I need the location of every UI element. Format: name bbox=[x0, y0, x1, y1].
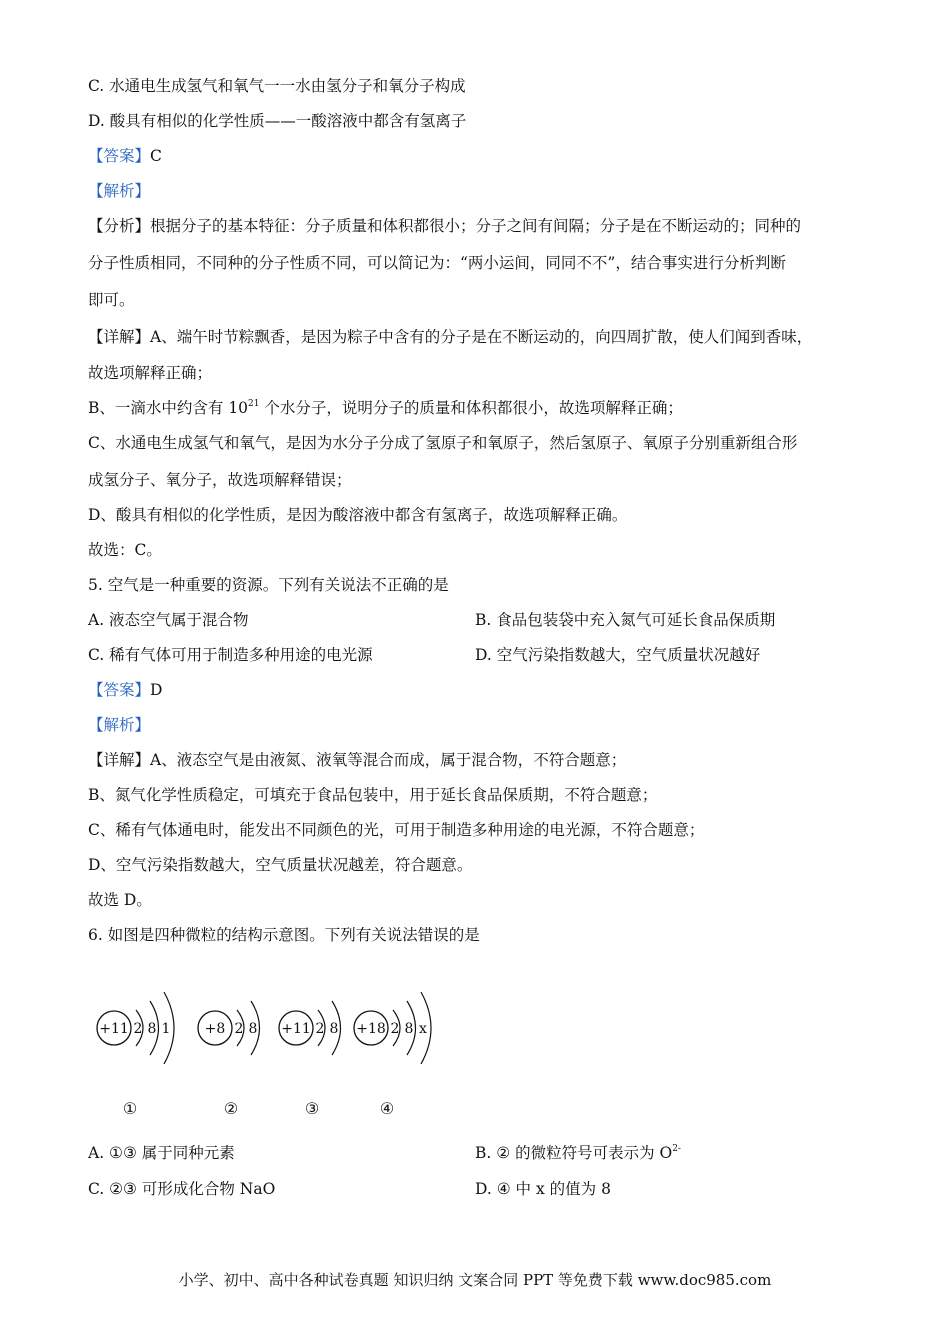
particle-label: ④ bbox=[379, 1099, 395, 1118]
q6-option-b bbox=[475, 1142, 681, 1164]
answer2-tag: 【答案】 bbox=[88, 681, 151, 699]
question-5: 5. 空气是一种重要的资源。下列有关说法不正确的是 bbox=[88, 576, 449, 594]
particle-4 bbox=[354, 992, 431, 1118]
xiangjie-line-b bbox=[88, 397, 683, 419]
particle-1 bbox=[97, 992, 174, 1118]
x2-line-c: C、稀有气体通电时，能发出不同颜色的光，可用于制造多种用途的电光源，不符合题意； bbox=[88, 821, 705, 839]
xiangjie-line-d: D、酸具有相似的化学性质，是因为酸溶液中都含有氢离子，故选项解释正确。 bbox=[88, 506, 628, 524]
electron-count: 1 bbox=[161, 1021, 171, 1037]
electron-count: 8 bbox=[404, 1021, 414, 1037]
nucleus-charge: +8 bbox=[204, 1021, 226, 1037]
fenxi-line-2: 分子性质相同，不同种的分子性质不同，可以简记为：“两小运间，同同不不”，结合事实进行分析判断 bbox=[88, 254, 786, 272]
fenxi-line-1 bbox=[88, 215, 801, 237]
fenxi-text-1: 根据分子的基本特征：分子质量和体积都很小；分子之间有间隔；分子是在不断运动的；同种的 bbox=[150, 217, 802, 235]
electron-count: 2 bbox=[315, 1021, 325, 1037]
q6-option-d: D. ④ 中 x 的值为 8 bbox=[475, 1180, 611, 1198]
xiangjie2-tag: 【详解】 bbox=[88, 751, 151, 769]
xiangjie-line-c1: C、水通电生成氢气和氧气，是因为水分子分成了氢原子和氧原子，然后氢原子、氧原子分别重新组合形 bbox=[88, 434, 798, 452]
answer2-value: D bbox=[150, 681, 163, 699]
nucleus-charge: +11 bbox=[99, 1021, 129, 1037]
q5-option-b: B. 食品包装袋中充入氮气可延长食品保质期 bbox=[475, 611, 776, 629]
analysis2-heading: 【解析】 bbox=[88, 716, 151, 734]
question-6: 6. 如图是四种微粒的结构示意图。下列有关说法错误的是 bbox=[88, 926, 480, 944]
d-option-line: D. 酸具有相似的化学性质——一酸溶液中都含有氢离子 bbox=[88, 112, 467, 130]
electron-count: 2 bbox=[390, 1021, 400, 1037]
conclusion-1: 故选：C。 bbox=[88, 541, 162, 559]
q5-option-c: C. 稀有气体可用于制造多种用途的电光源 bbox=[88, 646, 373, 664]
particle-label: ③ bbox=[304, 1099, 320, 1118]
fenxi-line-3: 即可。 bbox=[88, 291, 135, 309]
particle-2 bbox=[198, 1001, 260, 1118]
x2-line-a bbox=[88, 749, 626, 771]
electron-count: 2 bbox=[234, 1021, 244, 1037]
c-option-line: C. 水通电生成氢气和氧气一一水由氢分子和氧分子构成 bbox=[88, 77, 466, 95]
nucleus-charge: +11 bbox=[281, 1021, 311, 1037]
answer-line bbox=[88, 145, 162, 167]
q6-b-charge: 2- bbox=[672, 1144, 681, 1154]
particle-label: ① bbox=[122, 1099, 138, 1118]
page-footer: 小学、初中、高中各种试卷真题 知识归纳 文案合同 PPT 等免费下载 www.doc985.com bbox=[178, 1271, 772, 1289]
xiangjie-line-a2: 故选项解释正确； bbox=[88, 364, 213, 382]
q6-b-text: B. ② 的微粒符号可表示为 O bbox=[475, 1144, 673, 1162]
xj-b-post: 个水分子，说明分子的质量和体积都很小，故选项解释正确； bbox=[259, 399, 683, 417]
particle-structure-figure bbox=[88, 968, 448, 1128]
nucleus-charge: +18 bbox=[356, 1021, 386, 1037]
fenxi-tag: 【分析】 bbox=[88, 217, 151, 235]
answer-value: C bbox=[150, 147, 162, 165]
q5-option-d: D. 空气污染指数越大，空气质量状况越好 bbox=[475, 646, 761, 664]
xiangjie-line-a1 bbox=[88, 326, 812, 348]
electron-count: x bbox=[419, 1021, 427, 1037]
answer-tag: 【答案】 bbox=[88, 147, 151, 165]
electron-count: 2 bbox=[133, 1021, 143, 1037]
x2-line-d: D、空气污染指数越大，空气质量状况越差，符合题意。 bbox=[88, 856, 473, 874]
xj-b-pre: B、一滴水中约含有 10 bbox=[88, 399, 249, 417]
electron-count: 8 bbox=[248, 1021, 258, 1037]
conclusion-2: 故选 D。 bbox=[88, 891, 152, 909]
q6-option-a: A. ①③ 属于同种元素 bbox=[88, 1144, 235, 1162]
q6-option-c: C. ②③ 可形成化合物 NaO bbox=[88, 1180, 276, 1198]
particle-label: ② bbox=[223, 1099, 239, 1118]
xiangjie-line-c2: 成氢分子、氧分子，故选项解释错误； bbox=[88, 471, 352, 489]
xj-b-exponent: 21 bbox=[248, 399, 260, 409]
xiangjie-a1: A、端午时节粽飘香，是因为粽子中含有的分子是在不断运动的，向四周扩散，使人们闻到香味， bbox=[150, 328, 813, 346]
q5-option-a: A. 液态空气属于混合物 bbox=[88, 611, 249, 629]
x2-a: A、液态空气是由液氮、液氧等混合而成，属于混合物，不符合题意； bbox=[150, 751, 627, 769]
xiangjie-tag: 【详解】 bbox=[88, 328, 151, 346]
electron-count: 8 bbox=[147, 1021, 157, 1037]
answer2-line bbox=[88, 679, 162, 701]
x2-line-b: B、氮气化学性质稳定，可填充于食品包装中，用于延长食品保质期，不符合题意； bbox=[88, 786, 658, 804]
particle-3 bbox=[279, 1001, 341, 1118]
electron-count: 8 bbox=[329, 1021, 339, 1037]
analysis-heading: 【解析】 bbox=[88, 182, 151, 200]
